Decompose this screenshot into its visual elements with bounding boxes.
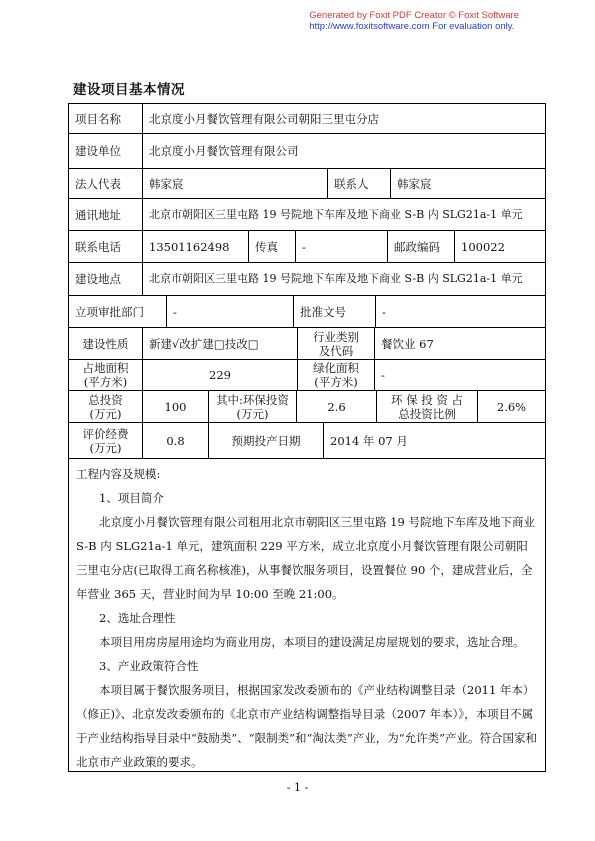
contact-label: 联系人 [327,169,390,198]
section-2-title: 2、选址合理性 [99,611,176,625]
industry-value: 餐饮业 67 [374,328,545,359]
green-label [297,360,374,390]
site-value: 北京市朝阳区三里屯路 19 号院地下车库及地下商业 S-B 内 SLG21a-1 单元 [142,263,545,295]
area-value: 229 [142,360,297,390]
area-label [69,360,142,390]
env-ratio-label-line-1: 环 保 投 资 占 [390,392,464,407]
contact-value: 韩家宸 [390,169,545,198]
address-label: 通讯地址 [75,207,121,222]
fax-value: - [295,231,387,262]
project-name-value: 北京度小月餐饮管理有限公司朝阳三里屯分店 [142,104,545,133]
site-label: 建设地点 [75,272,121,286]
operation-date-value: 2014 年 07 月 [323,423,423,458]
industry-label-line-1: 行业类别 [313,329,359,344]
green-value: - [374,360,545,390]
phone-value: 13501162498 [142,231,248,262]
page-title: 建设项目基本情况 [73,82,185,98]
approval-dept-value: - [166,296,293,327]
env-invest-label-line-2: (万元) [236,406,269,421]
approval-no-label: 批准文号 [293,296,375,327]
area-label-line-2: (平方米) [83,375,128,389]
green-label-line-1: 绿化面积 [313,361,359,375]
foxit-watermark [309,10,519,32]
env-invest-label-line-1: 其中:环保投资 [216,392,289,407]
approval-no-value: - [375,296,545,327]
env-ratio-value: 2.6% [477,391,545,422]
section-1-body: 北京度小月餐饮管理有限公司租用北京市朝阳区三里屯路 19 号院地下车库及地下商业 S-B 内 SLG21a-1 单元，建筑面积 229 平方米，成立北京度小月餐饮管理有限公司朝阳三里屯分店(已取得工商名称核准)，从事餐饮服务项目，设置餐位 90 个，建成营业后，全年营业 365 天，营业时间为早 10:00 至晚 21:00。 [76,515,535,601]
env-invest-value: 2.6 [296,391,376,422]
invest-label [69,391,142,422]
eval-fee-label-line-1: 评价经费 [82,426,129,441]
phone-label: 联系电话 [75,239,121,254]
legal-rep-value: 韩家宸 [142,169,327,198]
postcode-label: 邮政编码 [387,231,454,262]
postcode-value: 100022 [454,231,545,262]
nature-label: 建设性质 [82,336,129,351]
env-invest-label [208,391,296,422]
row-site [69,263,545,296]
content-intro: 工程内容及规模: [76,467,161,481]
section-1-title: 1、项目简介 [99,491,164,505]
env-ratio-label [376,391,477,422]
industry-label-line-2: 及代码 [318,343,354,358]
row-investment [69,391,545,423]
operation-date-label: 预期投产日期 [208,423,323,458]
industry-label [297,328,374,359]
eval-fee-label [69,423,142,458]
invest-value: 100 [142,391,208,422]
invest-label-line-2: (万元) [89,406,122,421]
approval-dept-label: 立项审批部门 [75,304,144,319]
invest-label-line-1: 总投资 [88,392,123,407]
address-value: 北京市朝阳区三里屯路 19 号院地下车库及地下商业 S-B 内 SLG21a-1 单元 [142,199,545,230]
builder-label: 建设单位 [75,144,121,158]
row-eval-fee [69,423,545,459]
project-name-label: 项目名称 [75,111,121,126]
area-label-line-1: 占地面积 [82,361,129,375]
row-area [69,360,545,391]
watermark-line-1: Generated by Foxit PDF Creator © Foxit Software [309,10,519,21]
green-label-line-2: (平方米) [314,375,358,389]
section-2-body: 本项目用房房屋用途均为商业用房，本项目的建设满足房屋规划的要求，选址合理。 [99,635,525,649]
watermark-line-2: http://www.foxitsoftware.com For evaluation only. [309,21,515,32]
row-builder [69,134,545,169]
eval-fee-value: 0.8 [142,423,208,458]
row-nature [69,328,545,360]
builder-value: 北京度小月餐饮管理有限公司 [142,134,545,168]
section-3-body: 本项目属于餐饮服务项目，根据国家发改委颁布的《产业结构调整目录（2011 年本）（修正)》、北京发改委颁布的《北京市产业结构调整指导目录（2007 年本）》，本项目不属于产业结构指导目录中“鼓励类”、“限制类”和“淘汰类”产业，为“允许类”产业。符合国家和北京市产业政策的要求。 [76,683,538,769]
section-3-title: 3、产业政策符合性 [99,659,199,673]
legal-rep-label: 法人代表 [75,176,121,191]
project-info-table [68,103,546,772]
row-approval [69,296,545,328]
fax-label: 传真 [248,231,295,262]
row-address [69,199,545,231]
nature-value: 新建√改扩建□技改□ [142,328,297,359]
row-phone [69,231,545,263]
row-project-name [69,104,545,134]
env-ratio-label-line-2: 总投资比例 [398,406,456,421]
eval-fee-label-line-2: (万元) [89,440,122,455]
row-legal-rep [69,169,545,199]
project-content-section [69,459,545,771]
page-number: - 1 - [286,781,309,794]
